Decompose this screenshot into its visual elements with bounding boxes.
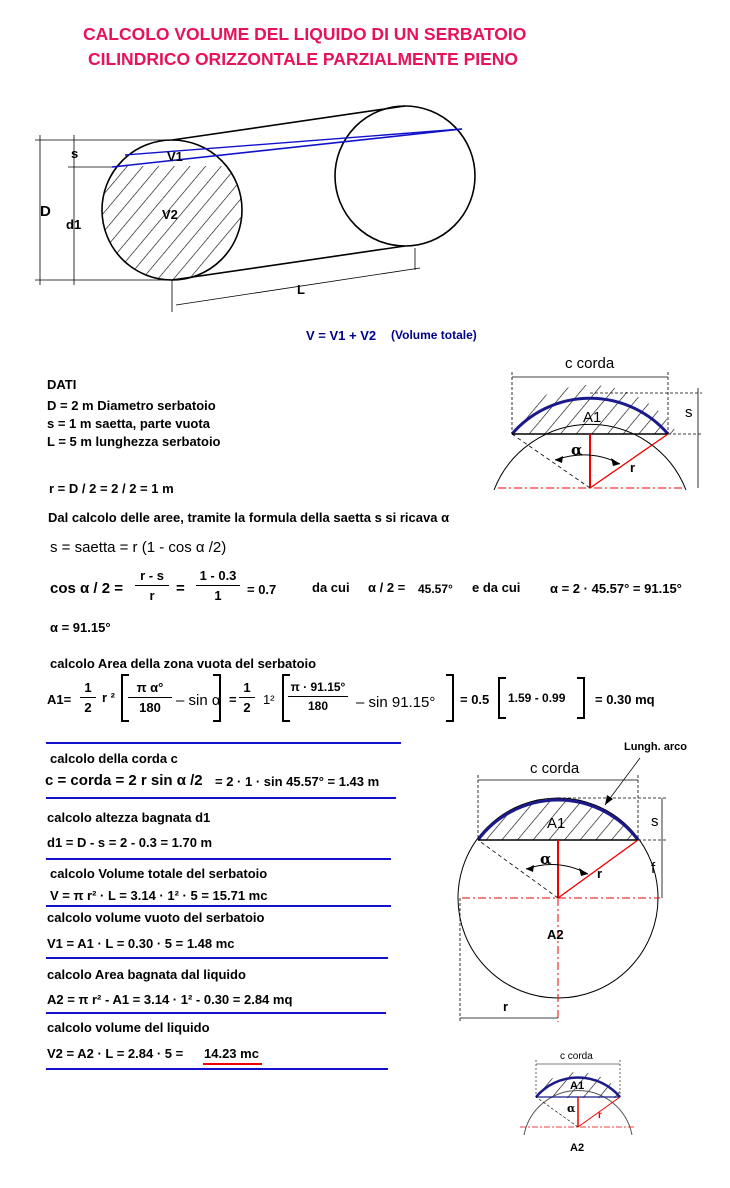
segment-figure-3 — [520, 1060, 640, 1138]
corda-heading: calcolo della corda c — [50, 751, 178, 766]
a1-mid: = 0.5 — [460, 692, 490, 707]
v2-formula: V2 = A2 · L = 2.84 · 5 = — [47, 1046, 184, 1061]
separator — [46, 742, 401, 744]
denominator: r — [149, 588, 155, 603]
v1-formula: V1 = A1 · L = 0.30 · 5 = 1.48 mc — [47, 936, 235, 951]
a1-result: = 0.30 mq — [595, 692, 655, 707]
fraction-values — [196, 568, 240, 603]
fig1-A1-label: A1 — [583, 409, 602, 426]
cos-lhs: cos α / 2 = — [50, 580, 124, 597]
fig2-A2-label: A2 — [547, 927, 564, 942]
minus-sin-value: – sin 91.15° — [356, 694, 436, 711]
dati-line: L = 5 m lunghezza serbatoio — [47, 434, 221, 449]
equals: = — [229, 692, 237, 707]
label-V1: V1 — [167, 149, 183, 164]
denominator: 180 — [307, 699, 329, 713]
denominator: 1 — [214, 588, 222, 603]
dati-heading: DATI — [47, 377, 77, 392]
segment-figure-2 — [458, 758, 666, 1022]
separator — [46, 797, 396, 799]
half-alpha: α / 2 = — [368, 580, 406, 595]
title-line1: CALCOLO VOLUME DEL LIQUIDO DI UN SERBATOIO — [83, 24, 527, 44]
numerator: π · 91.15° — [290, 680, 346, 694]
back-circle — [335, 106, 475, 246]
label-d1: d1 — [66, 217, 82, 232]
label-D: D — [40, 203, 51, 220]
fraction-half — [80, 680, 96, 715]
a2-formula: A2 = π r² - A1 = 3.14 · 1² - 0.30 = 2.84 mq — [47, 992, 293, 1007]
numerator: 1 - 0.3 — [199, 568, 237, 583]
saetta-formula: s = saetta = r (1 - cos α /2) — [50, 539, 227, 556]
fig3-alpha-label: α — [567, 1102, 576, 1115]
numerator: 1 — [84, 680, 92, 695]
fig3-A2-label: A2 — [570, 1142, 585, 1154]
da-cui: da cui — [312, 580, 350, 595]
separator — [46, 1012, 386, 1014]
denominator: 2 — [243, 700, 251, 715]
fig2-alpha-label: α — [540, 850, 552, 868]
saetta-intro: Dal calcolo delle aree, tramite la formula della saetta s si ricava α — [48, 510, 450, 525]
equals: = — [176, 580, 185, 597]
segment-figure-1 — [480, 372, 702, 494]
label-s: s — [71, 146, 79, 161]
separator — [46, 957, 388, 959]
fig2-A1-label: A1 — [547, 815, 566, 832]
fig2-r-bottom-label: r — [503, 999, 509, 1014]
separator — [46, 1068, 388, 1070]
numerator: π α° — [136, 680, 164, 695]
alpha-equation: α = 2 · 45.57° = 91.15° — [550, 581, 682, 596]
fig1-corda-label: c corda — [565, 355, 615, 372]
fig3-corda-label: c corda — [560, 1051, 593, 1062]
radius-calc: r = D / 2 = 2 / 2 = 1 m — [49, 481, 174, 496]
a2-heading: calcolo Area bagnata dal liquido — [47, 967, 246, 982]
fig2-arc-label: Lungh. arco — [624, 741, 687, 753]
cylinder-drawing — [35, 106, 475, 312]
v2-heading: calcolo volume del liquido — [47, 1020, 210, 1035]
r-squared: r ² — [102, 690, 115, 705]
numerator: r - s — [140, 568, 164, 583]
v1-heading: calcolo volume vuoto del serbatoio — [47, 910, 265, 925]
one-squared: 1² — [263, 692, 275, 707]
area-heading: calcolo Area della zona vuota del serbatoio — [50, 656, 317, 671]
corda-formula: c = corda = 2 r sin α /2 — [45, 772, 203, 789]
fig3-A1-label: A1 — [570, 1080, 585, 1092]
minus-sin-alpha: – sin α — [176, 692, 221, 709]
fraction-r-s — [135, 568, 169, 603]
half-alpha-value: 45.57° — [418, 582, 453, 596]
total-volume-note: (Volume totale) — [391, 328, 477, 342]
vtot-formula: V = π r² · L = 3.14 · 1² · 5 = 15.71 mc — [50, 888, 268, 903]
fraction-half — [239, 680, 255, 715]
fig2-s-label: s — [651, 813, 659, 830]
v2-result: 14.23 mc — [204, 1046, 259, 1061]
numerator: 1 — [243, 680, 251, 695]
fig1-r-label: r — [630, 460, 636, 475]
denominator: 2 — [84, 700, 92, 715]
fig1-s-label: s — [685, 404, 693, 421]
alpha-final: α = 91.15° — [50, 620, 111, 635]
dati-line: s = 1 m saetta, parte vuota — [47, 416, 210, 431]
a1-inner: 1.59 - 0.99 — [508, 691, 566, 705]
v2-hatch — [100, 166, 250, 286]
d1-heading: calcolo altezza bagnata d1 — [47, 810, 211, 825]
dati-line: D = 2 m Diametro serbatoio — [47, 398, 216, 413]
a1-lhs: A1= — [47, 692, 72, 707]
corda-result: = 2 · 1 · sin 45.57° = 1.43 m — [215, 774, 380, 789]
fraction-pi-alpha — [128, 680, 172, 715]
fraction-pi-value — [288, 680, 348, 713]
separator — [46, 858, 391, 860]
e-da-cui: e da cui — [472, 580, 521, 595]
liquid-level-line — [112, 129, 462, 167]
label-V2: V2 — [162, 207, 178, 222]
total-volume-formula: V = V1 + V2 — [306, 328, 377, 343]
fig2-f-label: f — [651, 860, 656, 877]
label-L: L — [297, 282, 305, 297]
cos-result: = 0.7 — [247, 582, 277, 597]
title-line2: CILINDRICO ORIZZONTALE PARZIALMENTE PIENO — [88, 49, 519, 69]
vtot-heading: calcolo Volume totale del serbatoio — [50, 866, 268, 881]
fig3-r-label: r — [598, 1110, 602, 1121]
separator — [46, 905, 391, 907]
fig2-corda-label: c corda — [530, 760, 580, 777]
fig1-alpha-label: α — [571, 441, 583, 459]
d1-formula: d1 = D - s = 2 - 0.3 = 1.70 m — [47, 835, 213, 850]
denominator: 180 — [139, 700, 161, 715]
fig2-r-label: r — [597, 866, 603, 881]
